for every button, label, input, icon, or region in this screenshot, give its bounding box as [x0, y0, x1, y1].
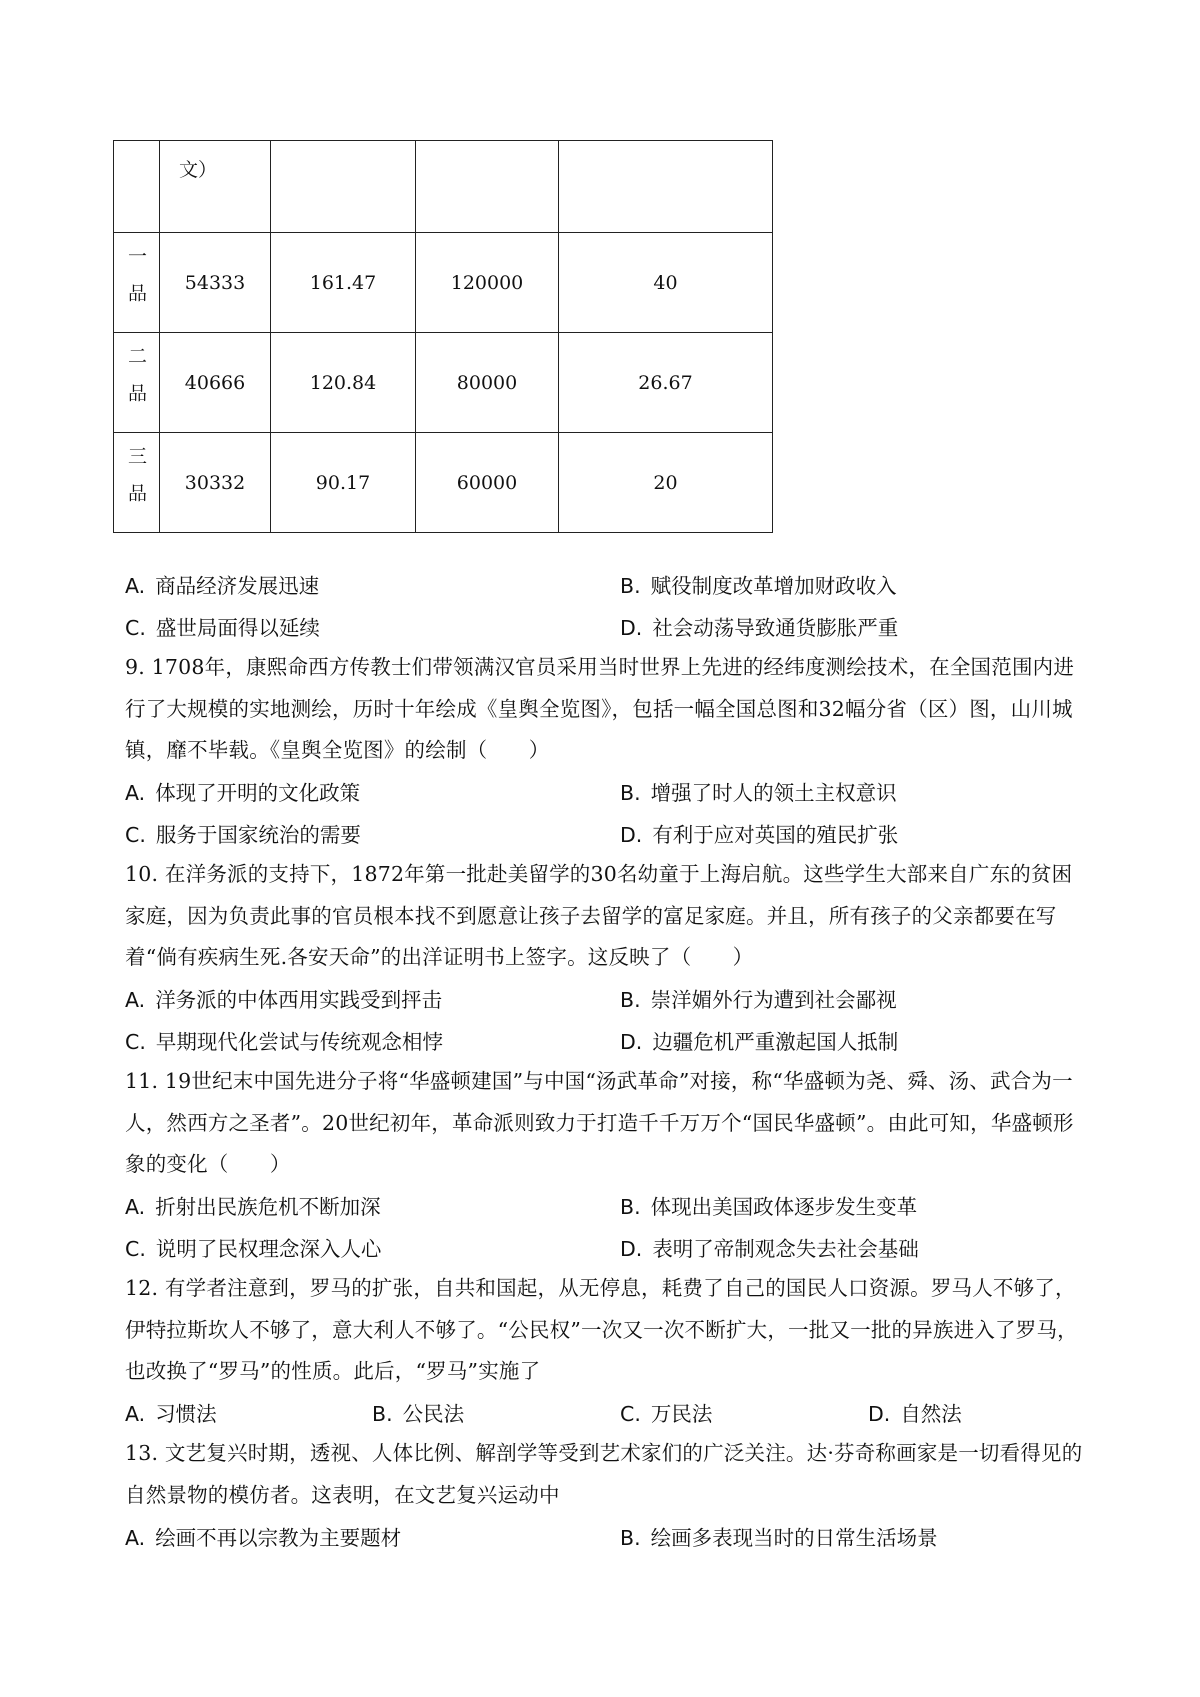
option-text: 体现出美国政体逐步发生变革: [650, 1195, 918, 1219]
table-cell: 60000: [416, 433, 559, 533]
table-cell: [559, 141, 773, 233]
option-text: 盛世局面得以延续: [155, 616, 320, 640]
option-letter: B.: [620, 988, 641, 1012]
table-cell: 40666: [160, 333, 271, 433]
q9-option-a[interactable]: [125, 781, 360, 805]
q10-option-b[interactable]: [620, 988, 897, 1012]
q8-option-c[interactable]: [125, 616, 320, 640]
table-row: [114, 333, 773, 433]
option-text: 有利于应对英国的殖民扩张: [652, 823, 899, 847]
option-letter: D.: [620, 1030, 643, 1054]
q9-option-c[interactable]: [125, 823, 361, 847]
option-letter: D.: [620, 823, 643, 847]
option-text: 习惯法: [155, 1402, 217, 1426]
option-text: 服务于国家统治的需要: [155, 823, 361, 847]
table-cell: 30332: [160, 433, 271, 533]
grade-cell: 三品: [114, 433, 160, 533]
option-letter: A.: [125, 781, 146, 805]
option-text: 万民法: [650, 1402, 713, 1426]
option-letter: D.: [868, 1402, 891, 1426]
q9-option-b[interactable]: [620, 781, 897, 805]
option-text: 赋役制度改革增加财政收入: [650, 574, 897, 598]
q10-option-a[interactable]: [125, 988, 442, 1012]
table-cell: 120.84: [271, 333, 416, 433]
table-cell: 80000: [416, 333, 559, 433]
option-text: 洋务派的中体西用实践受到抨击: [155, 988, 443, 1012]
q10-option-c[interactable]: [125, 1030, 443, 1054]
table-cell: 20: [559, 433, 773, 533]
option-text: 折射出民族危机不断加深: [155, 1195, 381, 1219]
option-text: 体现了开明的文化政策: [155, 781, 361, 805]
option-letter: B.: [620, 574, 641, 598]
option-text: 绘画不再以宗教为主要题材: [155, 1526, 402, 1550]
q12-stem: 12. 有学者注意到，罗马的扩张，自共和国起，从无停息，耗费了自己的国民人口资源。罗马人不够了，伊特拉斯坎人不够了，意大利人不够了。“公民权”一次又一次不断扩大，一批又一批的异族进入了罗马，也改换了“罗马”的性质。此后，“罗马”实施了: [125, 1276, 1078, 1383]
q12-option-c[interactable]: [620, 1402, 712, 1426]
q13-stem: 13. 文艺复兴时期，透视、人体比例、解剖学等受到艺术家们的广泛关注。达·芬奇称画家是一切看得见的自然景物的模仿者。这表明，在文艺复兴运动中: [125, 1441, 1083, 1507]
option-letter: D.: [620, 1237, 643, 1261]
official-salary-table: [113, 140, 773, 533]
option-letter: C.: [620, 1402, 641, 1426]
table-cell: 54333: [160, 233, 271, 333]
q12-option-b[interactable]: [372, 1402, 464, 1426]
option-letter: A.: [125, 1526, 146, 1550]
option-text: 表明了帝制观念失去社会基础: [652, 1237, 919, 1261]
table-cell: 40: [559, 233, 773, 333]
option-text: 增强了时人的领土主权意识: [650, 781, 897, 805]
q12-option-d[interactable]: [868, 1402, 962, 1426]
table-cell: 120000: [416, 233, 559, 333]
option-text: 说明了民权理念深入人心: [155, 1237, 382, 1261]
option-letter: C.: [125, 1237, 146, 1261]
option-letter: A.: [125, 1402, 146, 1426]
option-letter: C.: [125, 1030, 146, 1054]
q8-option-b[interactable]: [620, 574, 897, 598]
option-letter: B.: [620, 781, 641, 805]
q8-option-a[interactable]: [125, 574, 319, 598]
q8-option-d[interactable]: [620, 616, 898, 640]
option-letter: D.: [620, 616, 643, 640]
option-text: 崇洋媚外行为遭到社会鄙视: [650, 988, 897, 1012]
option-text: 自然法: [900, 1402, 962, 1426]
table-cell: 90.17: [271, 433, 416, 533]
q10-stem: 10. 在洋务派的支持下，1872年第一批赴美留学的30名幼童于上海启航。这些学生大部来自广东的贫困家庭，因为负责此事的官员根本找不到愿意让孩子去留学的富足家庭。并且，所有孩子的父亲都要在写着“倘有疾病生死.各安天命”的出洋证明书上签字。这反映了（ ）: [125, 862, 1073, 969]
option-letter: A.: [125, 574, 146, 598]
table-cell: [114, 141, 160, 233]
table-cell: [416, 141, 559, 233]
q13-option-a[interactable]: [125, 1526, 401, 1550]
q9-option-d[interactable]: [620, 823, 898, 847]
option-text: 早期现代化尝试与传统观念相悖: [155, 1030, 443, 1054]
option-text: 商品经济发展迅速: [155, 574, 320, 598]
q10-option-d[interactable]: [620, 1030, 898, 1054]
q11-option-c[interactable]: [125, 1237, 381, 1261]
table-row: [114, 433, 773, 533]
option-letter: A.: [125, 988, 146, 1012]
table-cell: [271, 141, 416, 233]
table-header-cell: 文）: [160, 141, 271, 233]
option-letter: C.: [125, 823, 146, 847]
table-row: [114, 233, 773, 333]
q11-option-b[interactable]: [620, 1195, 917, 1219]
option-letter: B.: [372, 1402, 393, 1426]
q11-stem: 11. 19世纪末中国先进分子将“华盛顿建国”与中国“汤武革命”对接，称“华盛顿为尧、舜、汤、武合为一人，然西方之圣者”。20世纪初年，革命派则致力于打造千千万万个“国民华盛顿”。由此可知，华盛顿形象的变化（ ）: [125, 1069, 1074, 1176]
q11-option-a[interactable]: [125, 1195, 381, 1219]
option-text: 绘画多表现当时的日常生活场景: [650, 1526, 938, 1550]
table-cell: 26.67: [559, 333, 773, 433]
option-text: 边疆危机严重激起国人抵制: [652, 1030, 899, 1054]
table-cell: 161.47: [271, 233, 416, 333]
grade-cell: 一品: [114, 233, 160, 333]
q11-option-d[interactable]: [620, 1237, 919, 1261]
q12-option-a[interactable]: [125, 1402, 217, 1426]
option-letter: B.: [620, 1195, 641, 1219]
option-text: 公民法: [402, 1402, 465, 1426]
option-letter: A.: [125, 1195, 146, 1219]
option-text: 社会动荡导致通货膨胀严重: [652, 616, 899, 640]
option-letter: B.: [620, 1526, 641, 1550]
grade-cell: 二品: [114, 333, 160, 433]
option-letter: C.: [125, 616, 146, 640]
q13-option-b[interactable]: [620, 1526, 938, 1550]
table-header-row: [114, 141, 773, 233]
q9-stem: 9. 1708年，康熙命西方传教士们带领满汉官员采用当时世界上先进的经纬度测绘技术，在全国范围内进行了大规模的实地测绘，历时十年绘成《皇舆全览图》，包括一幅全国总图和32幅分省（区）图，山川城镇，靡不毕载。《皇舆全览图》的绘制（ ）: [125, 655, 1075, 762]
